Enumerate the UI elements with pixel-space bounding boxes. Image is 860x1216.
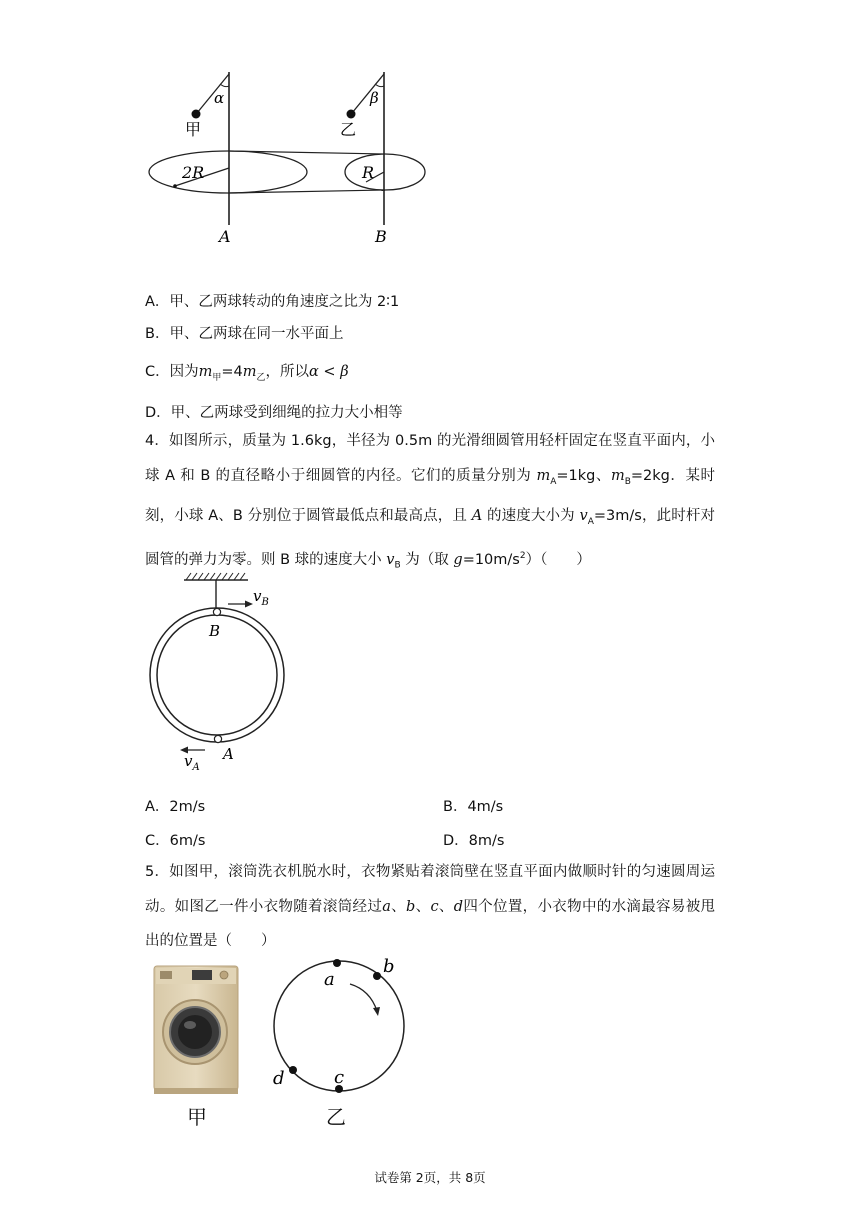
ball-a (192, 110, 201, 119)
angle-a-label: α (214, 89, 225, 107)
disk-a (149, 151, 307, 193)
q4-option-b: B．4m/s (443, 799, 504, 815)
disk-b (345, 154, 425, 190)
q4-option-d: D．8m/s (443, 833, 505, 849)
radius-a-end (173, 184, 177, 188)
label-b: B (209, 622, 221, 640)
ball-b-label: 乙 (340, 120, 357, 139)
q3-figure (140, 60, 440, 250)
string-b (352, 74, 384, 113)
angle-arc-a (220, 84, 229, 87)
label-vb: $v_B$ (253, 587, 269, 608)
angle-arc-b (375, 84, 384, 87)
axis-b-label: B (375, 227, 387, 246)
label-c: c (334, 1067, 345, 1088)
q4-figure (140, 568, 300, 778)
caption-jia-text: 甲 (187, 1105, 207, 1129)
caption-yi-text: 乙 (326, 1105, 346, 1129)
q3-option-a: A．甲、乙两球转动的角速度之比为 2∶1 (145, 294, 400, 310)
label-va: $v_A$ (184, 752, 200, 773)
ceiling-hatch (186, 573, 245, 580)
label-b: b (383, 958, 395, 977)
ball-a-label: 甲 (185, 120, 202, 139)
label-a: a (324, 969, 335, 990)
q4-option-a: A．2m/s (145, 799, 206, 815)
q4-stem: 4．如图所示，质量为 1.6kg，半径为 0.5m 的光滑细圆管用轻杆固定在竖直平面内，小球 A 和 B 的直径略小于细圆管的内径。它们的质量分别为 $m_A=1kg$、$m_B=2kg$．某时刻，小球 A、B 分别位于圆管最低点和最高点，且 A 的速度大小为 $v_A=3m/s$，此时杆对圆管的弹力为零。则 B 球的速度大小 $v_B$ 为（取 $g=10m/s^2$）（ ） (145, 433, 715, 571)
arrow-vb-head (245, 601, 253, 608)
q5-stem: 5．如图甲，滚筒洗衣机脱水时，衣物紧贴着滚筒壁在竖直平面内做顺时针的匀速圆周运动。如图乙一件小衣物随着滚筒经过a、b、c、d四个位置，小衣物中的水滴最容易被甩出的位置是（ ） (145, 864, 716, 949)
radius-a-label: 2R (182, 163, 205, 182)
label-a: A (223, 745, 234, 763)
point-a (333, 959, 341, 967)
page-footer: 试卷第 2页，共 8页 (374, 1170, 486, 1185)
ball-b (213, 608, 220, 615)
washing-machine-image (148, 962, 244, 1102)
q4-option-c: C．6m/s (145, 833, 206, 849)
ball-b (347, 110, 356, 119)
axis-a-label: A (219, 227, 231, 246)
string-a (197, 74, 229, 113)
point-d (289, 1066, 297, 1074)
radius-b-label: R (362, 163, 375, 182)
ball-a (214, 735, 221, 742)
q3-option-c: C．因为$m_甲=4m_乙$，所以α < β (145, 364, 349, 383)
q3-option-b: B．甲、乙两球在同一水平面上 (145, 326, 344, 342)
point-b (373, 972, 381, 980)
angle-b-label: β (370, 89, 379, 107)
drum-figure (266, 958, 412, 1093)
q3-option-d: D．甲、乙两球受到细绳的拉力大小相等 (145, 405, 403, 421)
label-d: d (273, 1068, 285, 1089)
rotation-arrow (350, 984, 377, 1011)
rotation-arrow-head (373, 1007, 380, 1016)
